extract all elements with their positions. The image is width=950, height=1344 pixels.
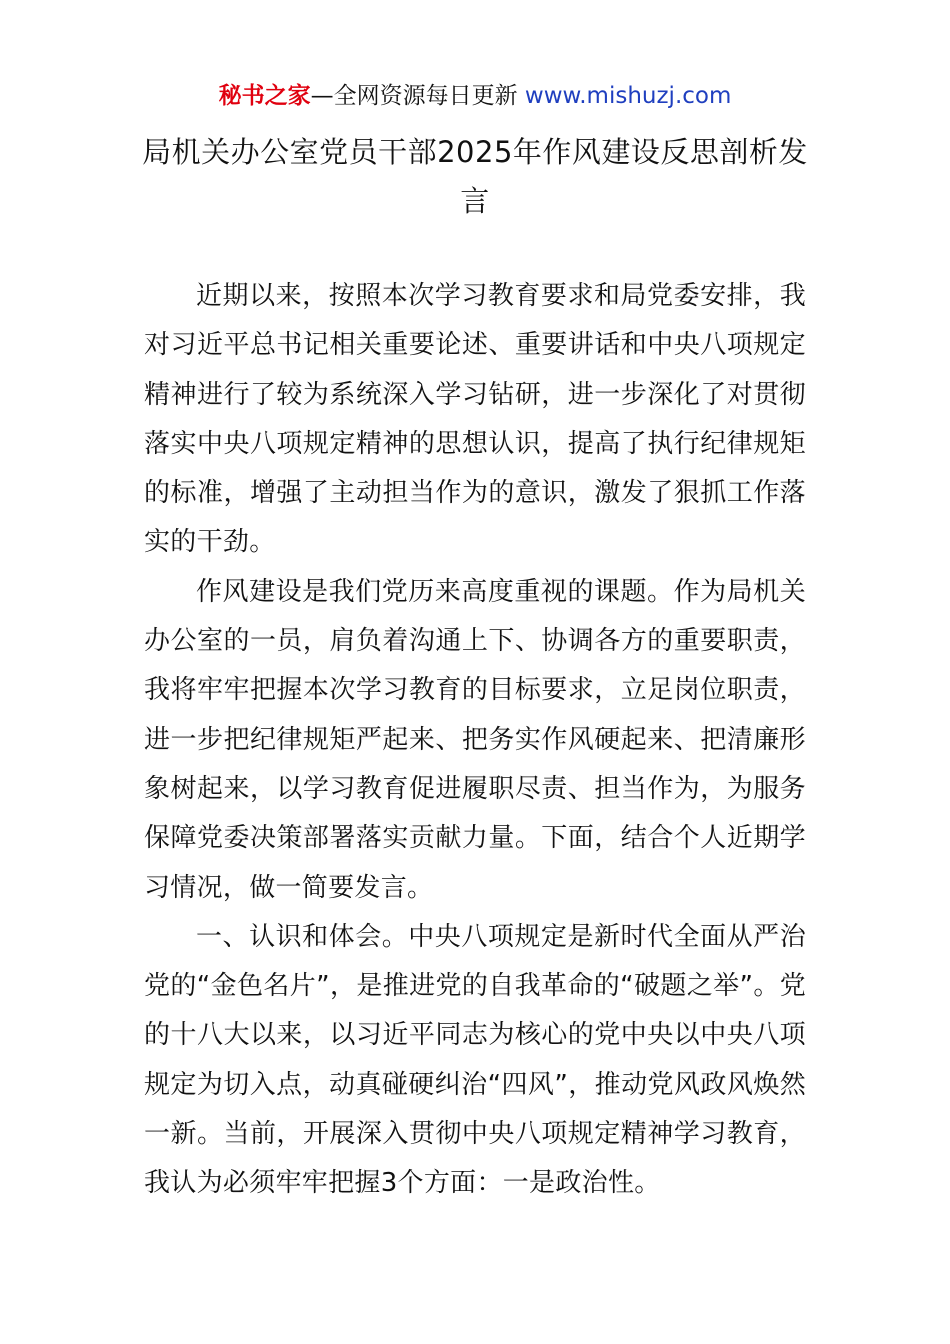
site-url-link[interactable]: www.mishuzj.com: [524, 83, 732, 109]
paragraph-style-building: 作风建设是我们党历来高度重视的课题。作为局机关办公室的一员，肩负着沟通上下、协调各方的重要职责，我将牢牢把握本次学习教育的目标要求，立足岗位职责，进一步把纪律规矩严起来、把务实作风硬起来、把清廉形象树起来，以学习教育促进履职尽责、担当作为，为服务保障党委决策部署落实贡献力量。下面，结合个人近期学习情况，做一简要发言。: [144, 576, 806, 903]
brand-name: 秘书之家: [218, 83, 311, 109]
paragraph-intro: 近期以来，按照本次学习教育要求和局党委安排，我对习近平总书记相关重要论述、重要讲话和中央八项规定精神进行了较为系统深入学习钻研，进一步深化了对贯彻落实中央八项规定精神的思想认识，提高了执行纪律规矩的标准，增强了主动担当作为的意识，激发了狠抓工作落实的干劲。: [144, 281, 806, 558]
document-title: 局机关办公室党员干部2025年作风建设反思剖析发言: [142, 135, 808, 218]
site-slogan: —全网资源每日更新: [310, 83, 518, 109]
document-body: [144, 272, 806, 1209]
site-header: [0, 80, 950, 112]
paragraph-understanding: 一、认识和体会。中央八项规定是新时代全面从严治党的“金色名片”，是推进党的自我革命的“破题之举”。党的十八大以来，以习近平同志为核心的党中央以中央八项规定为切入点，动真碰硬纠治“四风”，推动党风政风焕然一新。当前，开展深入贯彻中央八项规定精神学习教育，我认为必须牢牢把握3个方面：一是政治性。: [144, 921, 806, 1199]
